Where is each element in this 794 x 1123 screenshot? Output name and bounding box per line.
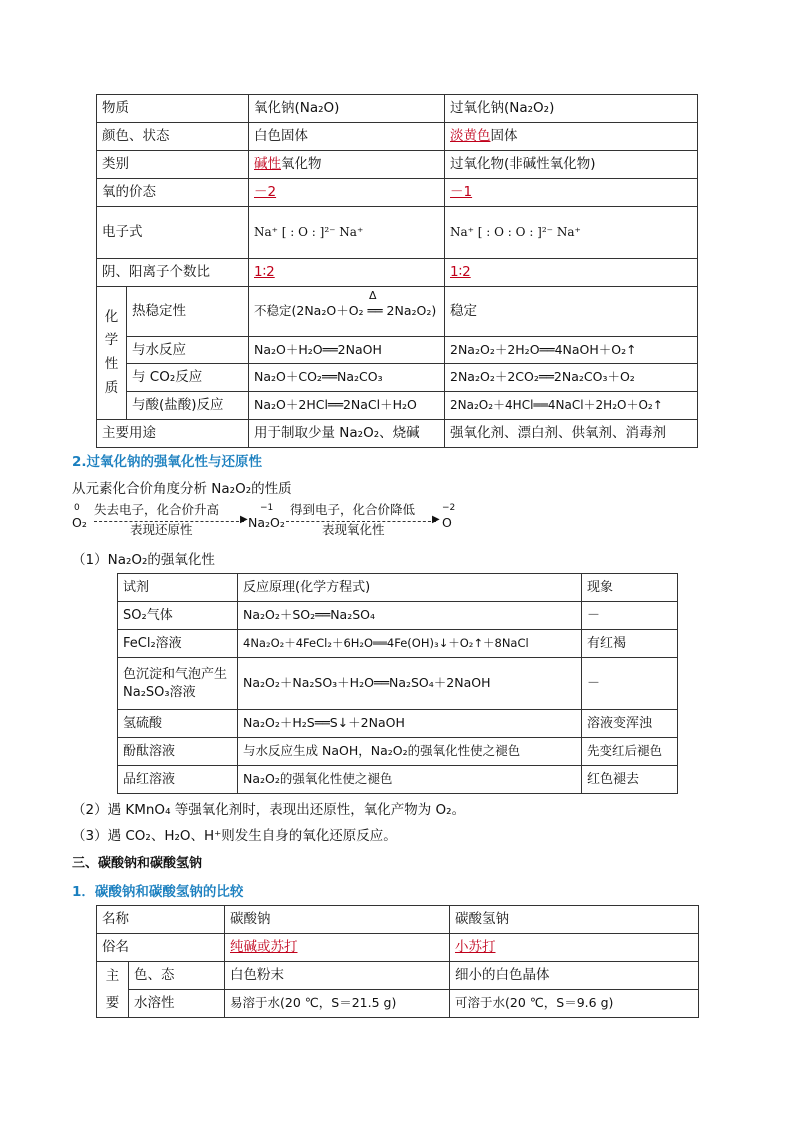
- table-row: [97, 392, 698, 420]
- group-char: 性: [104, 356, 119, 372]
- equation: 2Na₂O₂＋4HCl══4NaCl＋2H₂O＋O₂↑: [445, 392, 698, 420]
- arrow-icon: ▶: [432, 514, 440, 525]
- cell: [450, 934, 699, 962]
- table-row: [97, 287, 698, 337]
- header-cell: 碳酸氢钠: [450, 906, 699, 934]
- header-cell: 氧化钠(Na₂O): [249, 95, 445, 123]
- cell: Na₂O₂＋SO₂══Na₂SO₄: [238, 602, 582, 630]
- header-cell: 试剂: [118, 574, 238, 602]
- table-row: [97, 906, 699, 934]
- cell: [445, 179, 698, 207]
- cell: 色沉淀和气泡产生 Na₂SO₃溶液: [118, 658, 238, 710]
- table-row: [97, 990, 699, 1018]
- cell-text: 固体: [490, 128, 518, 145]
- table-row: [97, 934, 699, 962]
- cell: 过氧化物(非碱性氧化物): [445, 151, 698, 179]
- valence-number: −1: [260, 503, 274, 513]
- species-label: O: [442, 515, 452, 530]
- equation: 2Na₂O₂＋2H₂O══4NaOH＋O₂↑: [445, 337, 698, 364]
- row-label: 与 CO₂反应: [127, 364, 249, 392]
- cell-text: 氧化物: [281, 156, 322, 173]
- row-label: 电子式: [97, 207, 249, 259]
- table-row: [97, 95, 698, 123]
- section-heading: 三、碳酸钠和碳酸氢钠: [72, 856, 203, 871]
- cell: 酚酞溶液: [118, 738, 238, 766]
- group-char: 主: [105, 967, 120, 984]
- annotation-text: 表现氧化性: [322, 522, 385, 537]
- arrow-icon: [286, 521, 436, 522]
- group-char: 学: [104, 332, 119, 349]
- cell: 用于制取少量 Na₂O₂、烧碱: [249, 420, 445, 448]
- table-row: [118, 602, 678, 630]
- cell: FeCl₂溶液: [118, 630, 238, 658]
- cell: 细小的白色晶体: [450, 962, 699, 990]
- table-row: [97, 207, 698, 259]
- equation: Na₂O＋CO₂══Na₂CO₃: [249, 364, 445, 392]
- valence-number: 0: [74, 503, 80, 513]
- table-row: [97, 420, 698, 448]
- highlight-text: －2: [254, 184, 277, 201]
- row-label: 色、态: [129, 962, 225, 990]
- annotation-text: 得到电子，化合价降低: [290, 502, 416, 517]
- row-label: 主要用途: [97, 420, 249, 448]
- arrow-icon: [94, 521, 244, 522]
- table-row: [118, 710, 678, 738]
- header-cell: 反应原理(化学方程式): [238, 574, 582, 602]
- cell: 白色粉末: [225, 962, 450, 990]
- table-row: [118, 658, 678, 710]
- cell: 有红褐: [582, 630, 678, 658]
- table-row: [118, 766, 678, 794]
- cell: 品红溶液: [118, 766, 238, 794]
- row-label: 阴、阳离子个数比: [97, 259, 249, 287]
- species-label: Na₂O₂: [248, 515, 285, 530]
- row-label: 俗名: [97, 934, 225, 962]
- cell: [249, 287, 445, 337]
- equation: 2Na₂O₂＋2CO₂══2Na₂CO₃＋O₂: [445, 364, 698, 392]
- group-char: 要: [105, 994, 120, 1011]
- row-label: 与酸(盐酸)反应: [127, 392, 249, 420]
- cell: 4Na₂O₂＋4FeCl₂＋6H₂O══4Fe(OH)₃↓＋O₂↑＋8NaCl: [238, 630, 582, 658]
- table-row: [97, 337, 698, 364]
- species-label: O₂: [72, 515, 87, 530]
- table-row: [97, 364, 698, 392]
- cell: －: [582, 602, 678, 630]
- valence-diagram: [72, 500, 462, 536]
- cell: SO₂气体: [118, 602, 238, 630]
- cell: [249, 151, 445, 179]
- group-char: 化: [104, 308, 119, 325]
- cell: 白色固体: [249, 123, 445, 151]
- annotation-text: 失去电子，化合价升高: [94, 502, 220, 517]
- equation: Na₂O＋H₂O══2NaOH: [249, 337, 445, 364]
- cell: －: [582, 658, 678, 710]
- subsection-text: （1）Na₂O₂的强氧化性: [72, 552, 215, 568]
- group-label: [97, 962, 129, 1018]
- header-cell: 过氧化钠(Na₂O₂): [445, 95, 698, 123]
- equation: 不稳定(2Na₂O＋O₂ ══ 2Na₂O₂): [254, 303, 437, 319]
- group-label: [97, 287, 127, 420]
- heat-symbol: Δ: [369, 289, 377, 302]
- cell: 稳定: [445, 287, 698, 337]
- cell: Na₂O₂＋H₂S══S↓＋2NaOH: [238, 710, 582, 738]
- header-cell: 物质: [97, 95, 249, 123]
- header-cell: 碳酸钠: [225, 906, 450, 934]
- annotation-text: 表现还原性: [130, 522, 193, 537]
- table-row: [97, 179, 698, 207]
- highlight-text: 小苏打: [455, 939, 496, 956]
- cell: 红色褪去: [582, 766, 678, 794]
- cell: Na₂O₂＋Na₂SO₃＋H₂O══Na₂SO₄＋2NaOH: [238, 658, 582, 710]
- oxidizing-property-table: [117, 573, 678, 794]
- equation: Na₂O＋2HCl══2NaCl＋H₂O: [249, 392, 445, 420]
- note-text: （2）遇 KMnO₄ 等强氧化剂时，表现出还原性，氧化产物为 O₂。: [72, 802, 466, 818]
- table-row: [118, 630, 678, 658]
- note-text: （3）遇 CO₂、H₂O、H⁺则发生自身的氧化还原反应。: [72, 828, 397, 844]
- highlight-text: 1∶2: [254, 264, 275, 281]
- row-label: 氧的价态: [97, 179, 249, 207]
- cell: 氢硫酸: [118, 710, 238, 738]
- sodium-oxide-comparison-table: [96, 94, 698, 448]
- header-cell: 现象: [582, 574, 678, 602]
- cell: [249, 259, 445, 287]
- highlight-text: 纯碱或苏打: [230, 939, 298, 956]
- valence-number: −2: [442, 503, 456, 513]
- carbonate-comparison-table: [96, 905, 699, 1018]
- cell: [249, 207, 445, 259]
- cell: [445, 207, 698, 259]
- cell: 强氧化剂、漂白剂、供氧剂、消毒剂: [445, 420, 698, 448]
- highlight-text: 淡黄色: [450, 128, 491, 145]
- cell: 先变红后褪色: [582, 738, 678, 766]
- row-label: 类别: [97, 151, 249, 179]
- row-label: 与水反应: [127, 337, 249, 364]
- table-row: [97, 962, 699, 990]
- cell: 与水反应生成 NaOH，Na₂O₂的强氧化性使之褪色: [238, 738, 582, 766]
- cell: [249, 179, 445, 207]
- arrow-icon: ▶: [240, 514, 248, 525]
- cell: Na₂O₂的强氧化性使之褪色: [238, 766, 582, 794]
- electron-formula: Na⁺ [ : O : ]²⁻ Na⁺: [254, 225, 364, 240]
- cell: 溶液变浑浊: [582, 710, 678, 738]
- row-label: 颜色、状态: [97, 123, 249, 151]
- table-row: [97, 123, 698, 151]
- table-row: [118, 574, 678, 602]
- highlight-text: 1∶2: [450, 264, 471, 281]
- intro-text: 从元素化合价角度分析 Na₂O₂的性质: [72, 481, 292, 497]
- electron-formula: Na⁺ [ : O : O : ]²⁻ Na⁺: [450, 225, 581, 240]
- cell: [225, 934, 450, 962]
- table-row: [97, 151, 698, 179]
- cell: 易溶于水(20 ℃，S＝21.5 g): [225, 990, 450, 1018]
- table-row: [97, 259, 698, 287]
- group-char: 质: [104, 379, 119, 396]
- cell: [445, 259, 698, 287]
- cell: 可溶于水(20 ℃，S＝9.6 g): [450, 990, 699, 1018]
- highlight-text: －1: [450, 184, 473, 201]
- highlight-text: 碱性: [254, 156, 281, 173]
- section-heading: 2.过氧化钠的强氧化性与还原性: [72, 454, 263, 470]
- row-label: 水溶性: [129, 990, 225, 1018]
- table-row: [118, 738, 678, 766]
- header-cell: 名称: [97, 906, 225, 934]
- cell: [445, 123, 698, 151]
- row-label: 热稳定性: [127, 287, 249, 337]
- subsection-heading: 1．碳酸钠和碳酸氢钠的比较: [72, 884, 244, 900]
